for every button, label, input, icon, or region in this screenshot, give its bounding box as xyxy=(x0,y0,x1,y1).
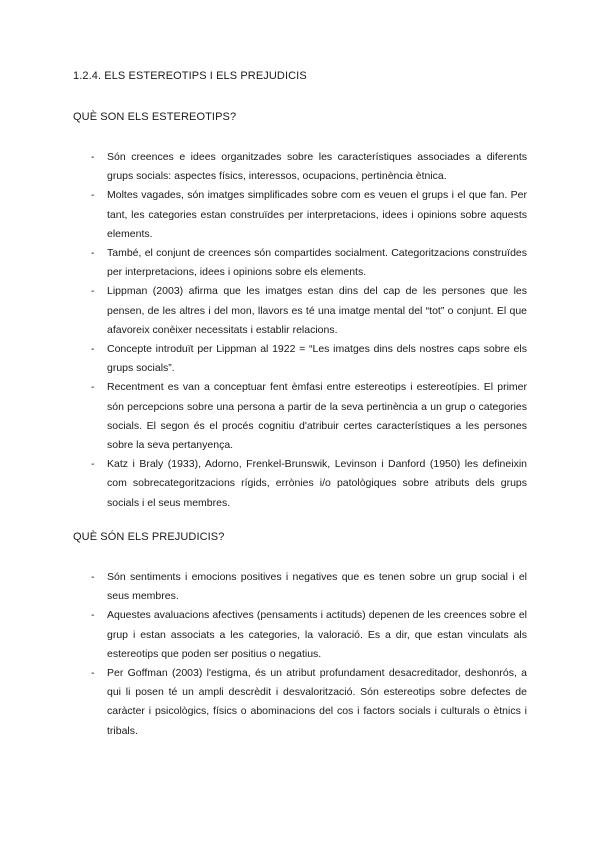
list-item-text: Lippman (2003) afirma que les imatges estan dins del cap de les persones que les pensen, de les altres i del mon, llavors es té una imatge mental del “tot” o conjunt. El que afavoreix conèixer necessitats i establir relacions. xyxy=(107,285,527,336)
bullet-dash: - xyxy=(91,247,95,260)
list-item xyxy=(91,606,527,664)
bullet-dash: - xyxy=(91,285,95,298)
prejudicis-list xyxy=(91,568,527,741)
list-item xyxy=(91,455,527,513)
bullet-dash: - xyxy=(91,458,95,471)
estereotips-list xyxy=(91,148,527,513)
list-item xyxy=(91,148,527,186)
list-item-text: També, el conjunt de creences són compartides socialment. Categoritzacions construïdes per interpretacions, idees i opinions sobre els elements. xyxy=(107,247,527,279)
prejudicis-heading: QUÈ SÓN ELS PREJUDICIS? xyxy=(73,531,225,543)
list-item xyxy=(91,186,527,244)
list-item xyxy=(91,244,527,282)
list-item-text: Aquestes avaluacions afectives (pensaments i actituds) depenen de les creences sobre el grup i estan associats a les categories, la valoració. Es a dir, que estan vinculats als estereotips que poden ser positius o negatius. xyxy=(107,609,527,660)
bullet-dash: - xyxy=(91,189,95,202)
list-item xyxy=(91,282,527,340)
list-item xyxy=(91,378,527,455)
list-item-text: Són creences e idees organitzades sobre les característiques associades a diferents grups socials: aspectes físics, interessos, ocupacions, pertinència ètnica. xyxy=(107,151,527,183)
list-item-text: Concepte introduït per Lippman al 1922 = “Les imatges dins dels nostres caps sobre els grups socials”. xyxy=(107,343,527,375)
list-item xyxy=(91,340,527,378)
list-item-text: Són sentiments i emocions positives i negatives que es tenen sobre un grup social i el seus membres. xyxy=(107,571,527,603)
bullet-dash: - xyxy=(91,381,95,394)
list-item-text: Katz i Braly (1933), Adorno, Frenkel-Brunswik, Levinson i Danford (1950) les defineixin com sobrecategoritzacions rígids, errònies i/o patològiques sobre atributs dels grups socials i el seus membres. xyxy=(107,458,527,509)
bullet-dash: - xyxy=(91,151,95,163)
bullet-dash: - xyxy=(91,609,95,622)
bullet-dash: - xyxy=(91,571,95,583)
section-title: 1.2.4. ELS ESTEREOTIPS I ELS PREJUDICIS xyxy=(73,70,307,82)
list-item xyxy=(91,664,527,741)
bullet-dash: - xyxy=(91,667,95,680)
list-item-text: Recentment es van a conceptuar fent èmfasi entre estereotips i estereotípies. El primer són percepcions sobre una persona a partir de la seva pertinència a un grup o categories socials. El segon és el procés cognitiu d'atribuir certes característiques a les persones sobre la seva pertanyença. xyxy=(107,381,527,452)
estereotips-heading: QUÈ SON ELS ESTEREOTIPS? xyxy=(73,111,237,123)
bullet-dash: - xyxy=(91,343,95,356)
list-item-text: Per Goffman (2003) l'estigma, és un atribut profundament desacreditador, deshonrós, a qui li posen té un ampli descrèdit i desvalorització. Són estereotips sobre defectes de caràcter i psicològics, físics o abominacions del cos i factors socials i culturals o ètnics i tribals. xyxy=(107,667,527,737)
list-item xyxy=(91,568,527,606)
list-item-text: Moltes vagades, són imatges simplificades sobre com es veuen el grups i el que fan. Per tant, les categories estan construïdes per interpretacions, idees i opinions sobre aquests elements. xyxy=(107,189,527,240)
